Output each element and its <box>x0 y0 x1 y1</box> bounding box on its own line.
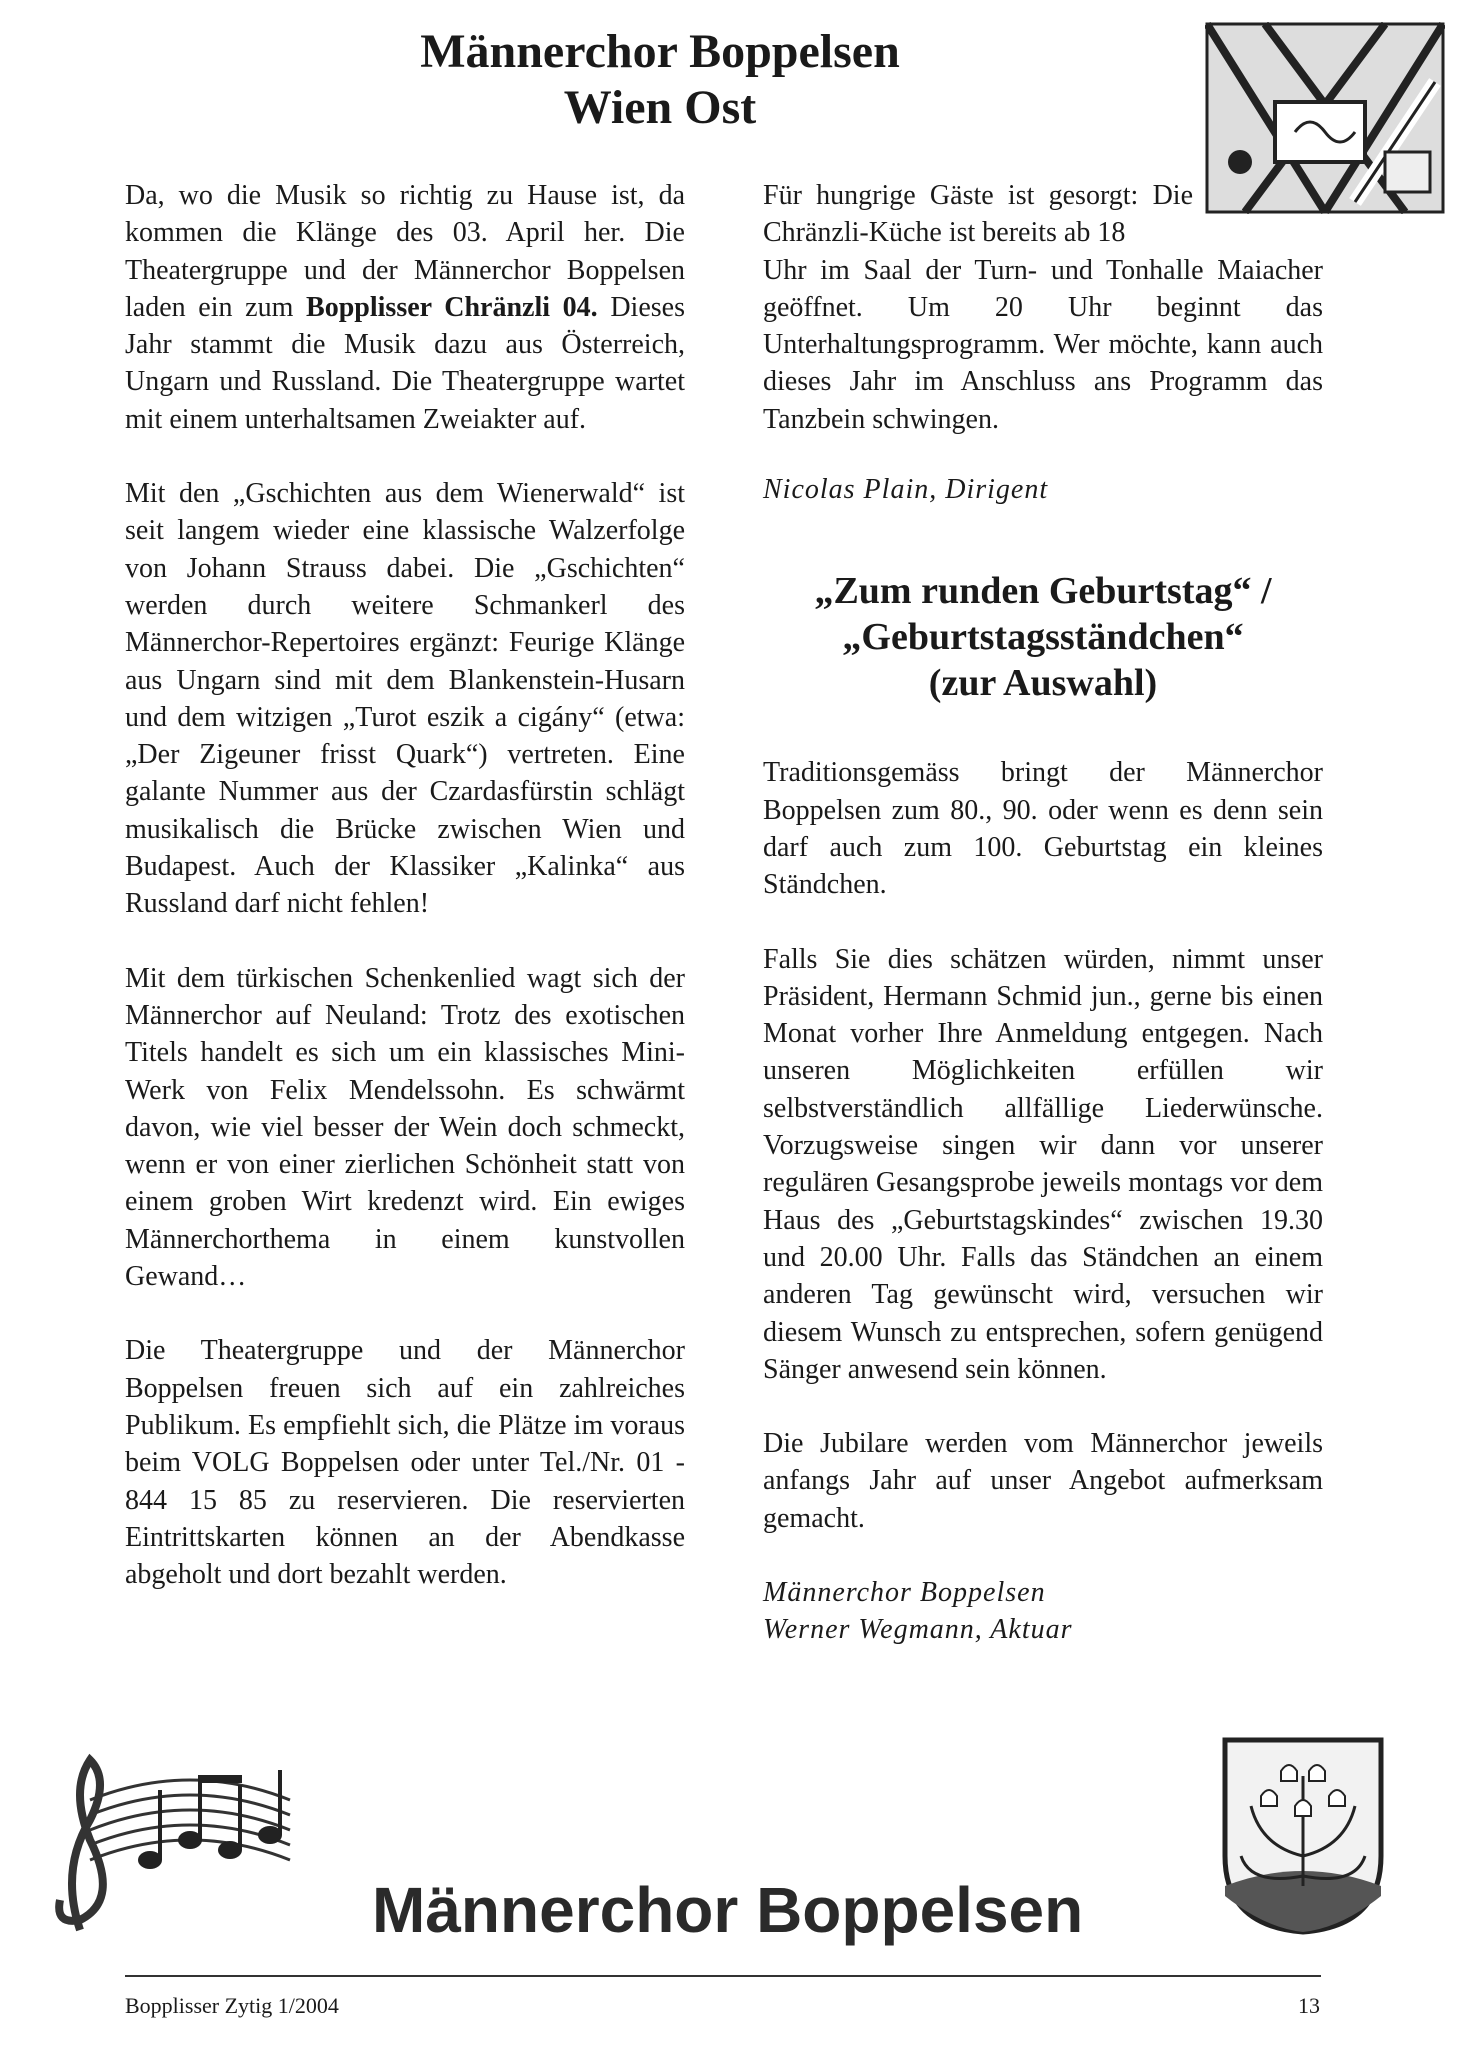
treble-clef-staff-icon <box>50 1740 312 1940</box>
paragraph-schenkenlied: Mit dem türkischen Schenkenlied wagt sich der Männerchor auf Neuland: Trotz des exotischen Titels handelt es sich um ein klassisches Mini-Werk von Felix Mendelssohn. Es schwärmt davon, wie viel besser der Wein doch schmeckt, wenn er von einer zierlichen Schönheit statt von einem groben Wirt kredenzt wird. Ein ewiges Männerchorthema in einem kunstvollen Gewand… <box>125 962 685 1293</box>
page-title <box>300 24 1020 136</box>
page-number: 13 <box>1298 1993 1320 2018</box>
paragraph-chraenzli-intro: Da, wo die Musik so richtig zu Hause ist, da kommen die Klänge des 03. April her. Die Theatergruppe und der Männerchor Boppelsen laden ein zum Bopplisser Chränzli 04. Dieses Jahr stammt die Musik dazu aus Österreich, Ungarn und Russland. Die Theatergruppe wartet mit einem unterhaltsamen Zweiakter auf. <box>125 180 685 435</box>
boppelsen-coat-of-arms <box>1221 1736 1385 1936</box>
music-notes-illustration <box>50 1740 312 1940</box>
signature-aktuar-line-2: Werner Wegmann, Aktuar <box>763 1614 1073 1646</box>
signature-aktuar-line-1: Männerchor Boppelsen <box>763 1577 1046 1609</box>
paragraph-kitchen-short: Für hungrige Gäste ist gesorgt: Die Chränzli-Küche ist bereits ab 18 <box>763 180 1193 249</box>
paragraph-reservation: Die Theatergruppe und der Männerchor Boppelsen freuen sich auf ein zahlreiches Publikum. Es empfiehlt sich, die Plätze im voraus beim VOLG Boppelsen oder unter Tel./Nr. 01 - 844 15 85 zu reservieren. Die reservierten Eintrittskarten können an der Abendkasse abgeholt und dort bezahlt werden. <box>125 1335 685 1591</box>
footer-publication: Bopplisser Zytig 1/2004 <box>125 1993 339 2018</box>
right-column <box>763 177 1323 1649</box>
title-line-2: Wien Ost <box>563 81 757 134</box>
title-line-1: Männerchor Boppelsen <box>420 25 900 78</box>
event-name: Bopplisser Chränzli 04. <box>306 291 598 323</box>
coat-of-arms-icon <box>1221 1736 1385 1936</box>
left-column <box>125 177 685 1593</box>
paragraph-jubilare: Die Jubilare werden vom Männerchor jeweils anfangs Jahr auf unser Angebot aufmerksam gemacht. <box>763 1428 1323 1534</box>
banner-choir-name: Männerchor Boppelsen <box>372 1874 1084 1946</box>
section-heading-birthday: „Zum runden Geburtstag“ / „Geburtstagsständchen“ (zur Auswahl) <box>814 570 1272 705</box>
paragraph-wienerwald: Mit den „Gschichten aus dem Wienerwald“ ist seit langem wieder eine klassische Walzerfolge von Johann Strauss dabei. Die „Gschichten“ werden durch weitere Schmankerl des Männerchor-Repertoires ergänzt: Feurige Klänge aus Ungarn sind mit dem Blankenstein-Husarn und dem witzigen „Turot eszik a cigány“ (etwa: „Der Zigeuner frisst Quark“) vertreten. Eine galante Nummer aus der Czardasfürstin schlägt musikalisch die Brücke zwischen Wien und Budapest. Auch der Klassiker „Kalinka“ aus Russland darf nicht fehlen! <box>125 478 685 920</box>
paragraph-tradition: Traditionsgemäss bringt der Männerchor Boppelsen zum 80., 90. oder wenn es denn sein darf auch zum 100. Geburtstag ein kleines Ständchen. <box>763 757 1323 901</box>
footer-divider <box>125 1975 1321 1977</box>
signature-dirigent: Nicolas Plain, Dirigent <box>763 474 1049 506</box>
paragraph-kitchen-rest: Uhr im Saal der Turn- und Tonhalle Maiacher geöffnet. Um 20 Uhr beginnt das Unterhaltungsprogramm. Wer möchte, kann auch dieses Jahr im Anschluss ans Programm das Tanzbein schwingen. <box>763 254 1323 435</box>
paragraph-registration: Falls Sie dies schätzen würden, nimmt unser Präsident, Hermann Schmid jun., gerne bis einen Monat vorher Ihre Anmeldung entgegen. Nach unseren Möglichkeiten erfüllen wir selbstverständlich allfällige Liederwünsche. Vorzugsweise singen wir dann vor unserer regulären Gesangsprobe jeweils montags vor dem Haus des „Geburtstagskindes“ zwischen 19.30 und 20.00 Uhr. Falls das Ständchen an einem anderen Tag gewünscht wird, versuchen wir diesem Wunsch zu entsprechen, sofern genügend Sänger anwesend sein können. <box>763 943 1323 1385</box>
